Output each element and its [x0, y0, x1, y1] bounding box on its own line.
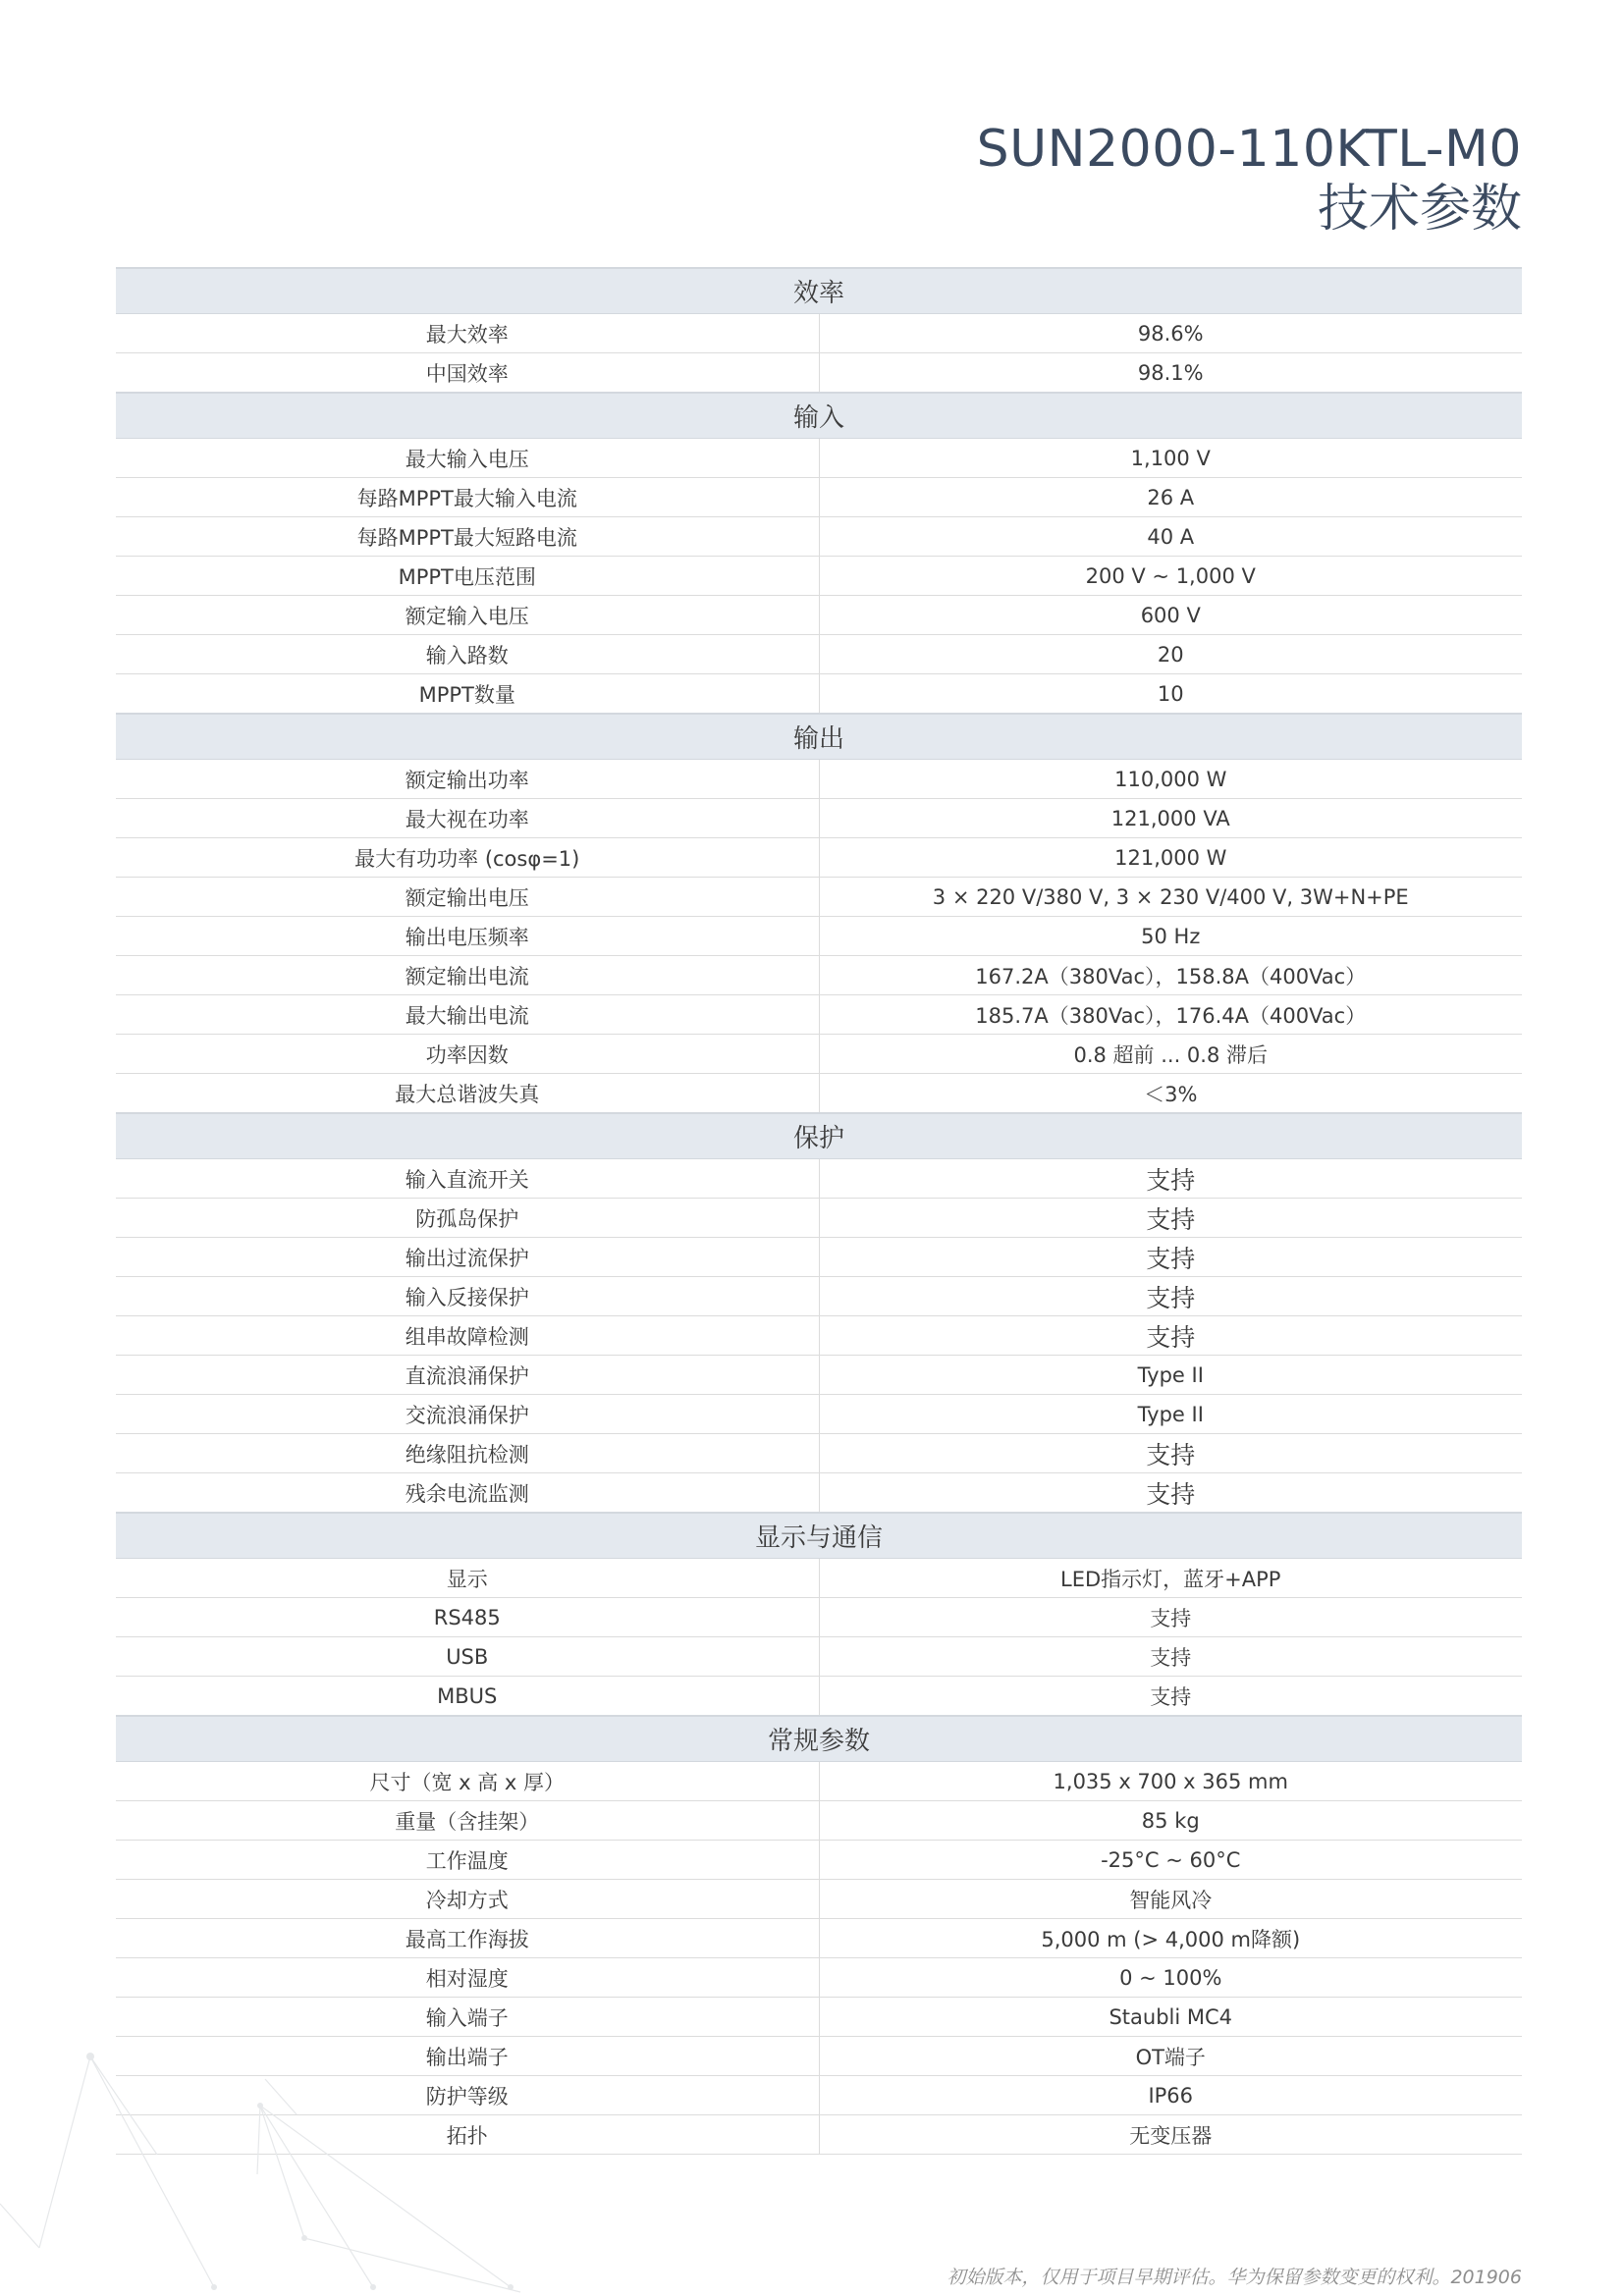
spec-label: 额定输出电压	[116, 878, 819, 917]
spec-label: 中国效率	[116, 353, 819, 394]
spec-label: 每路MPPT最大短路电流	[116, 517, 819, 557]
spec-value: 26 A	[819, 478, 1522, 517]
spec-value: 1,100 V	[819, 439, 1522, 478]
section-header	[116, 393, 1522, 439]
spec-value: 支持	[819, 1159, 1522, 1199]
spec-label: 工作温度	[116, 1841, 819, 1880]
spec-label: USB	[116, 1637, 819, 1677]
spec-label: 防孤岛保护	[116, 1199, 819, 1238]
spec-row	[116, 1473, 1522, 1514]
spec-label: 输入直流开关	[116, 1159, 819, 1199]
title-block	[638, 120, 1522, 240]
spec-value: 3 × 220 V/380 V, 3 × 230 V/400 V, 3W+N+PE	[819, 878, 1522, 917]
section-title: 保护	[116, 1113, 1522, 1159]
spec-label: 功率因数	[116, 1035, 819, 1074]
spec-value: 支持	[819, 1238, 1522, 1277]
spec-value: 支持	[819, 1316, 1522, 1356]
spec-row	[116, 439, 1522, 478]
spec-label: 残余电流监测	[116, 1473, 819, 1514]
spec-value: 185.7A（380Vac），176.4A（400Vac）	[819, 995, 1522, 1035]
spec-value: OT端子	[819, 2037, 1522, 2076]
spec-row	[116, 1199, 1522, 1238]
spec-row	[116, 1035, 1522, 1074]
spec-row	[116, 517, 1522, 557]
spec-row	[116, 1356, 1522, 1395]
spec-value: Staubli MC4	[819, 1998, 1522, 2037]
spec-row	[116, 1434, 1522, 1473]
spec-value: 600 V	[819, 596, 1522, 635]
spec-label: 组串故障检测	[116, 1316, 819, 1356]
section-header	[116, 268, 1522, 314]
spec-label: 最大总谐波失真	[116, 1074, 819, 1114]
spec-value: Type II	[819, 1356, 1522, 1395]
section-title: 显示与通信	[116, 1513, 1522, 1559]
spec-value: 0.8 超前 ... 0.8 滞后	[819, 1035, 1522, 1074]
spec-label: 显示	[116, 1559, 819, 1598]
spec-value: -25°C ~ 60°C	[819, 1841, 1522, 1880]
spec-row	[116, 1958, 1522, 1998]
spec-label: 输出过流保护	[116, 1238, 819, 1277]
spec-label: 尺寸（宽 x 高 x 厚）	[116, 1762, 819, 1801]
spec-label: 额定输入电压	[116, 596, 819, 635]
spec-row	[116, 917, 1522, 956]
spec-label: 输出端子	[116, 2037, 819, 2076]
spec-value: 85 kg	[819, 1801, 1522, 1841]
spec-label: 最大输入电压	[116, 439, 819, 478]
spec-value: 无变压器	[819, 2115, 1522, 2155]
section-header	[116, 1113, 1522, 1159]
spec-label: 最高工作海拔	[116, 1919, 819, 1958]
spec-row	[116, 635, 1522, 674]
spec-label: 最大视在功率	[116, 799, 819, 838]
spec-value: 支持	[819, 1637, 1522, 1677]
spec-label: 输出电压频率	[116, 917, 819, 956]
spec-row	[116, 1598, 1522, 1637]
spec-label: 交流浪涌保护	[116, 1395, 819, 1434]
network-decoration	[0, 1993, 550, 2296]
spec-label: RS485	[116, 1598, 819, 1637]
spec-value: 98.1%	[819, 353, 1522, 394]
spec-row	[116, 1559, 1522, 1598]
spec-row	[116, 1801, 1522, 1841]
spec-row	[116, 838, 1522, 878]
spec-label: 额定输出功率	[116, 760, 819, 799]
spec-value: 0 ~ 100%	[819, 1958, 1522, 1998]
spec-label: 输入路数	[116, 635, 819, 674]
spec-label: MPPT电压范围	[116, 557, 819, 596]
spec-value: 121,000 VA	[819, 799, 1522, 838]
spec-row	[116, 878, 1522, 917]
spec-value: LED指示灯，蓝牙+APP	[819, 1559, 1522, 1598]
spec-value: 支持	[819, 1277, 1522, 1316]
spec-row	[116, 353, 1522, 394]
spec-row	[116, 674, 1522, 715]
spec-label: 最大有功功率 (cosφ=1)	[116, 838, 819, 878]
spec-value: 200 V ~ 1,000 V	[819, 557, 1522, 596]
spec-row	[116, 478, 1522, 517]
spec-label: 每路MPPT最大输入电流	[116, 478, 819, 517]
spec-value: 支持	[819, 1473, 1522, 1514]
spec-value: ＜3%	[819, 1074, 1522, 1114]
spec-value: 50 Hz	[819, 917, 1522, 956]
spec-row	[116, 1074, 1522, 1114]
spec-value: 20	[819, 635, 1522, 674]
spec-label: 直流浪涌保护	[116, 1356, 819, 1395]
spec-value: 98.6%	[819, 314, 1522, 353]
section-title: 输出	[116, 714, 1522, 760]
section-header	[116, 714, 1522, 760]
spec-row	[116, 314, 1522, 353]
spec-row	[116, 1880, 1522, 1919]
spec-row	[116, 1841, 1522, 1880]
section-title: 输入	[116, 393, 1522, 439]
spec-value: 1,035 x 700 x 365 mm	[819, 1762, 1522, 1801]
spec-row	[116, 1762, 1522, 1801]
spec-value: 5,000 m (> 4,000 m降额)	[819, 1919, 1522, 1958]
spec-label: 额定输出电流	[116, 956, 819, 995]
spec-label: 重量（含挂架）	[116, 1801, 819, 1841]
spec-label: 输入端子	[116, 1998, 819, 2037]
spec-row	[116, 1637, 1522, 1677]
spec-value: 支持	[819, 1434, 1522, 1473]
spec-label: 冷却方式	[116, 1880, 819, 1919]
spec-row	[116, 1277, 1522, 1316]
spec-row	[116, 1316, 1522, 1356]
spec-row	[116, 1677, 1522, 1717]
spec-row	[116, 1919, 1522, 1958]
spec-value: 167.2A（380Vac），158.8A（400Vac）	[819, 956, 1522, 995]
section-title: 效率	[116, 268, 1522, 314]
spec-value: 支持	[819, 1598, 1522, 1637]
spec-value: 支持	[819, 1677, 1522, 1717]
section-header	[116, 1716, 1522, 1762]
spec-label: 相对湿度	[116, 1958, 819, 1998]
spec-value: 支持	[819, 1199, 1522, 1238]
product-model-title: SUN2000-110KTL-M0	[976, 120, 1522, 179]
spec-row	[116, 596, 1522, 635]
spec-value: 10	[819, 674, 1522, 715]
spec-label: MBUS	[116, 1677, 819, 1717]
spec-value: 智能风冷	[819, 1880, 1522, 1919]
spec-row	[116, 760, 1522, 799]
spec-row	[116, 1238, 1522, 1277]
spec-label: 防护等级	[116, 2076, 819, 2115]
section-title: 常规参数	[116, 1716, 1522, 1762]
spec-label: 最大效率	[116, 314, 819, 353]
spec-value: IP66	[819, 2076, 1522, 2115]
spec-value: Type II	[819, 1395, 1522, 1434]
section-header	[116, 1513, 1522, 1559]
spec-value: 121,000 W	[819, 838, 1522, 878]
spec-table	[116, 267, 1522, 2155]
spec-row	[116, 1159, 1522, 1199]
spec-value: 110,000 W	[819, 760, 1522, 799]
spec-value: 40 A	[819, 517, 1522, 557]
spec-label: 最大输出电流	[116, 995, 819, 1035]
spec-label: MPPT数量	[116, 674, 819, 715]
spec-row	[116, 799, 1522, 838]
spec-row	[116, 995, 1522, 1035]
spec-label: 拓扑	[116, 2115, 819, 2155]
spec-label: 绝缘阻抗检测	[116, 1434, 819, 1473]
spec-row	[116, 956, 1522, 995]
spec-row	[116, 1395, 1522, 1434]
spec-row	[116, 557, 1522, 596]
footnote: 初始版本，仅用于项目早期评估。华为保留参数变更的权利。201906	[947, 2267, 1522, 2288]
spec-label: 输入反接保护	[116, 1277, 819, 1316]
page-subtitle: 技术参数	[1317, 180, 1522, 239]
